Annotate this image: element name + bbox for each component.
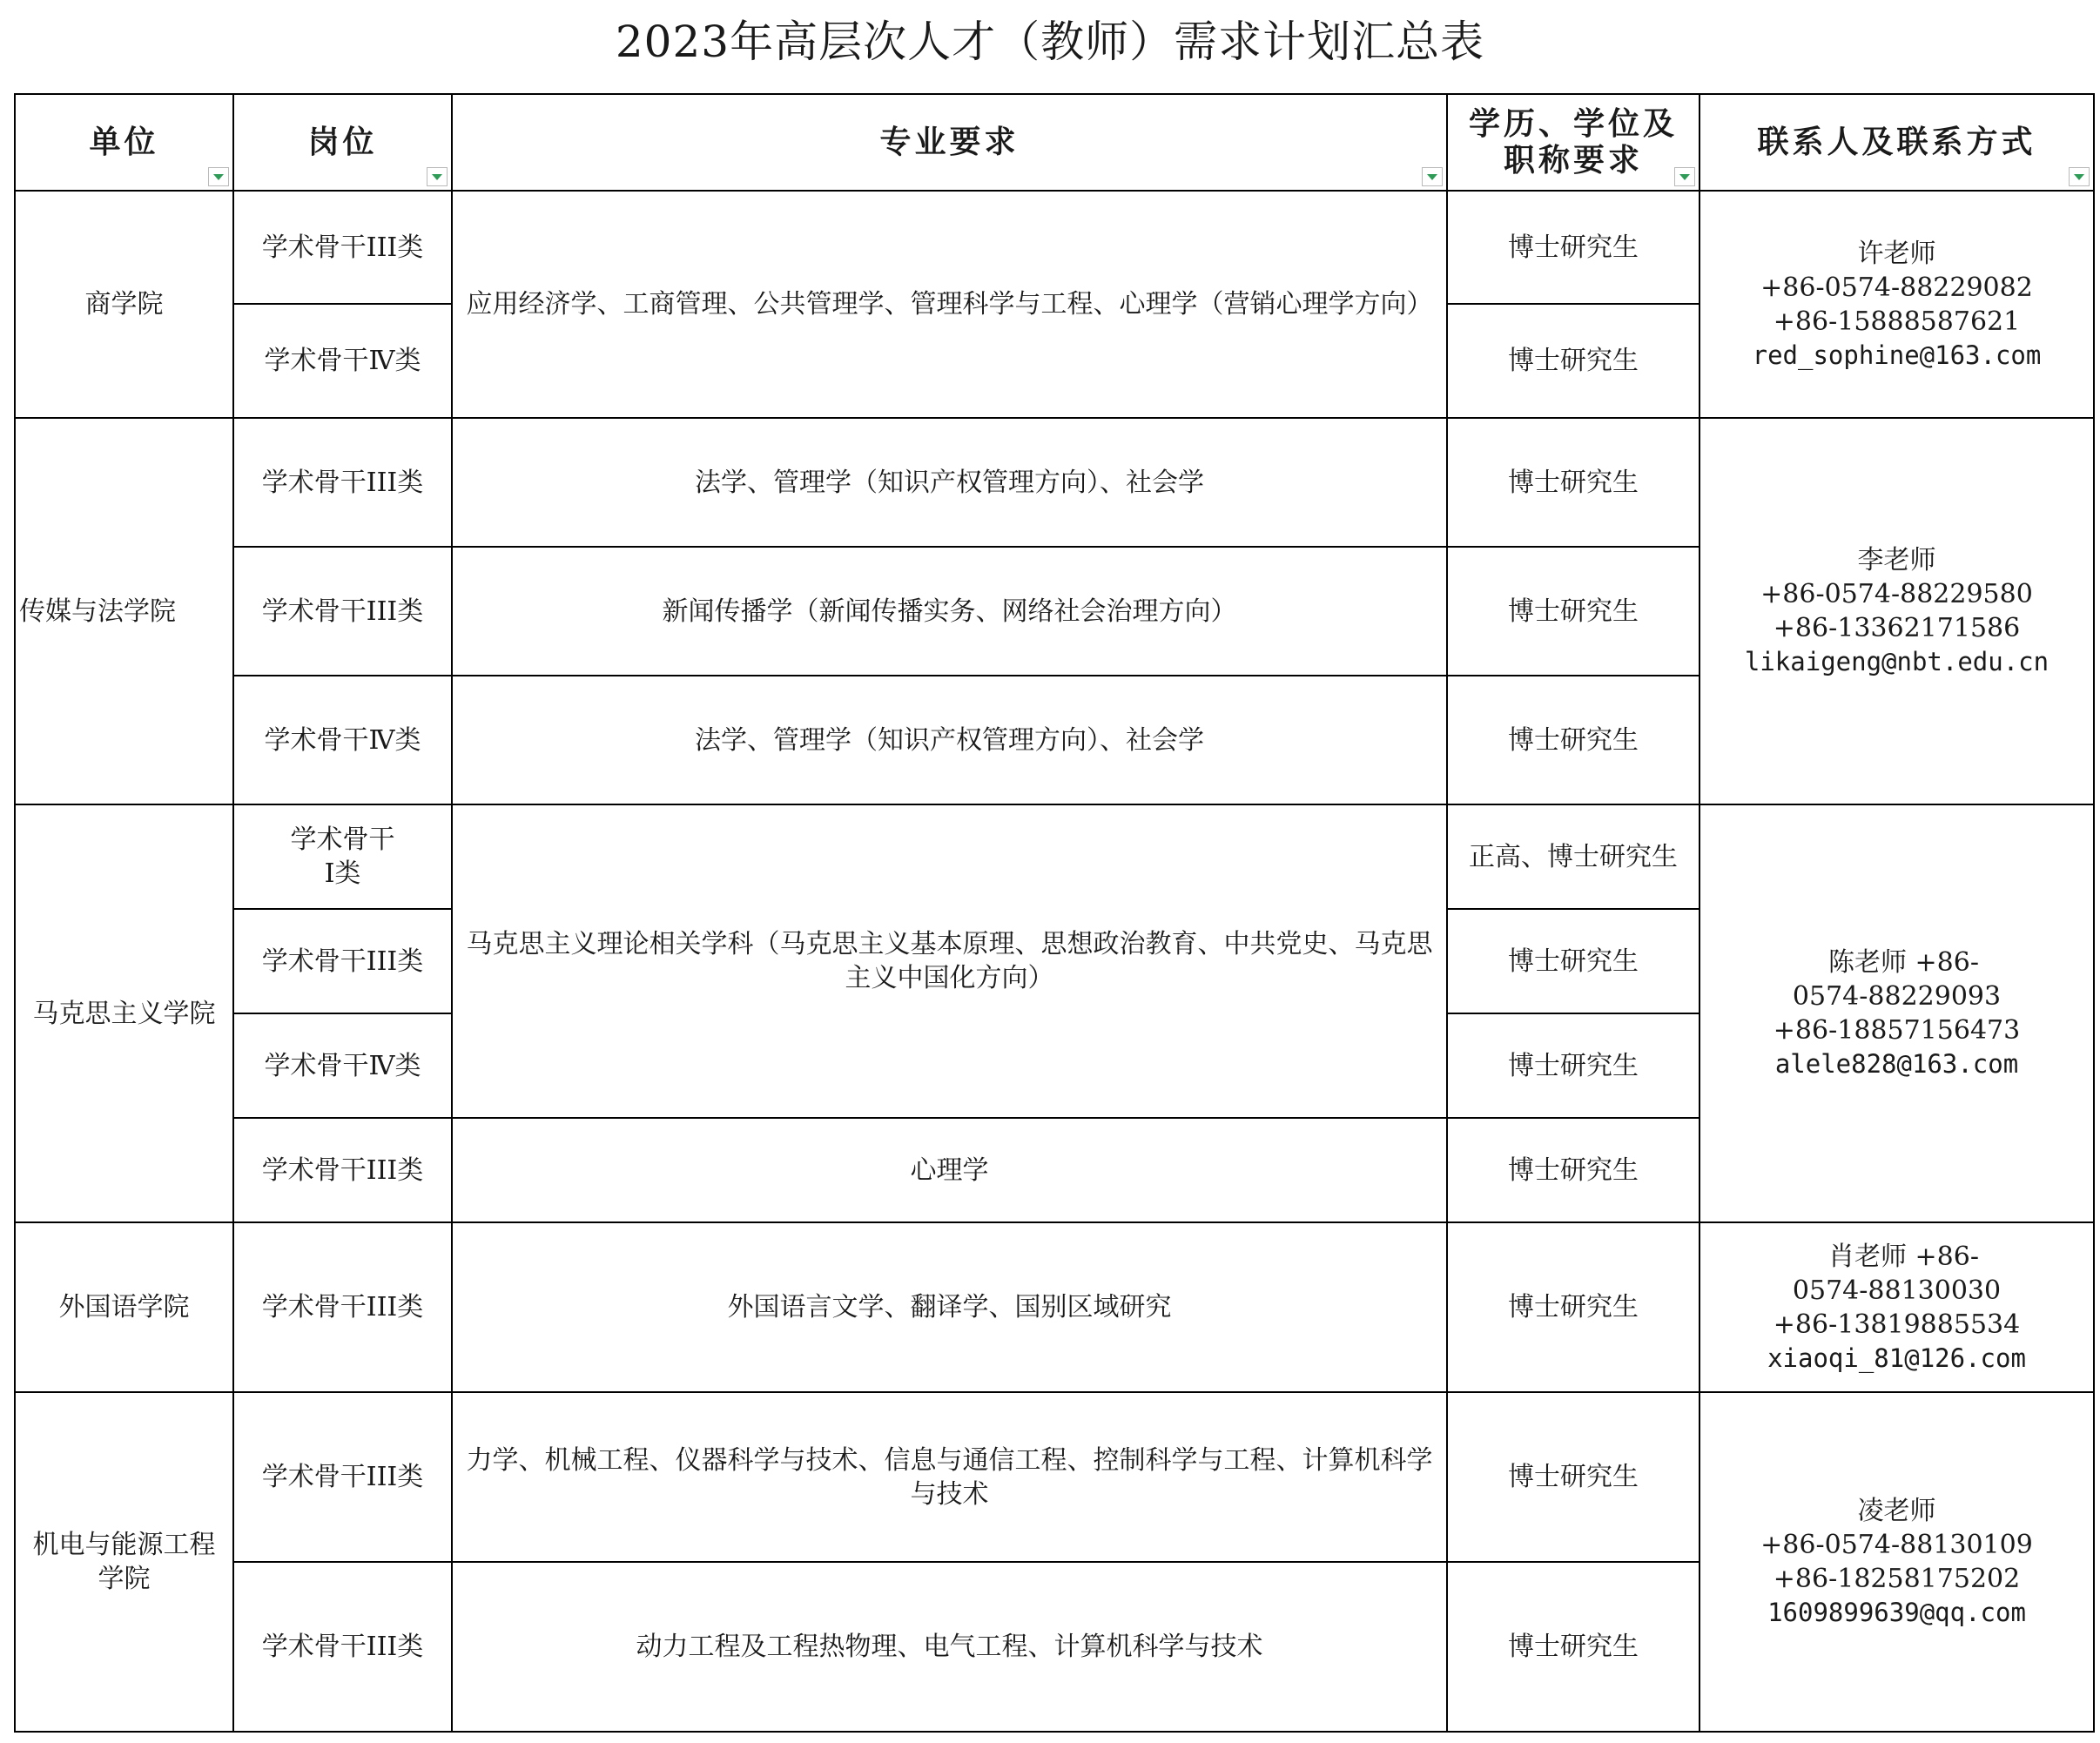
page-title: 2023年高层次人才（教师）需求计划汇总表 — [615, 17, 1485, 67]
major-cell: 马克思主义理论相关学科（马克思主义基本原理、思想政治教育、中共党史、马克思主义中国化方向） — [452, 804, 1447, 1118]
contact-phone: +86-0574-88229082 — [1760, 272, 2033, 303]
degree-cell: 博士研究生 — [1447, 1392, 1700, 1562]
header-contact-label: 联系人及联系方式 — [1757, 124, 2036, 160]
header-major — [452, 94, 1447, 191]
contact-name: 李老师 — [1857, 545, 1936, 575]
contact-phone: +86-0574-88229580 — [1760, 579, 2033, 609]
unit-label-line2: 学院 — [98, 1564, 151, 1594]
filter-dropdown-icon[interactable] — [427, 167, 448, 186]
degree-cell: 博士研究生 — [1447, 1222, 1700, 1392]
contact-phone: 0574-88229093 — [1792, 981, 2002, 1012]
contact-phone-prefix: +86- — [1915, 947, 1979, 978]
header-degree — [1447, 94, 1700, 191]
major-cell: 心理学 — [452, 1118, 1447, 1222]
position-cell: 学术骨干III类 — [233, 191, 452, 304]
table-row — [15, 1392, 2094, 1562]
demand-plan-table — [14, 93, 2095, 1733]
position-cell — [233, 804, 452, 909]
major-cell: 法学、管理学（知识产权管理方向）、社会学 — [452, 418, 1447, 547]
position-cell: 学术骨干III类 — [233, 1392, 452, 1562]
major-cell: 动力工程及工程热物理、电气工程、计算机科学与技术 — [452, 1562, 1447, 1732]
position-cell: 学术骨干Ⅳ类 — [233, 304, 452, 418]
filter-dropdown-icon[interactable] — [208, 167, 229, 186]
header-degree-label-line2: 职称要求 — [1503, 142, 1643, 178]
unit-cell — [15, 1392, 233, 1732]
header-row — [15, 94, 2094, 191]
degree-cell: 博士研究生 — [1447, 191, 1700, 304]
unit-cell: 商学院 — [15, 191, 233, 418]
table-row — [15, 804, 2094, 909]
contact-email: 1609899639@qq.com — [1767, 1598, 2026, 1627]
contact-name: 凌老师 — [1857, 1496, 1936, 1526]
position-cell: 学术骨干III类 — [233, 909, 452, 1013]
degree-cell: 博士研究生 — [1447, 676, 1700, 804]
degree-cell: 博士研究生 — [1447, 418, 1700, 547]
position-label-line2: Ⅰ类 — [324, 858, 361, 889]
degree-cell: 正高、博士研究生 — [1447, 804, 1700, 909]
contact-mobile: +86-15888587621 — [1773, 306, 2021, 337]
contact-cell — [1700, 1222, 2094, 1392]
unit-cell: 传媒与法学院 — [15, 418, 233, 804]
header-major-label: 专业要求 — [879, 124, 1020, 160]
table-row — [15, 418, 2094, 547]
table-row — [15, 191, 2094, 304]
position-cell: 学术骨干III类 — [233, 547, 452, 676]
unit-cell: 外国语学院 — [15, 1222, 233, 1392]
contact-cell — [1700, 191, 2094, 418]
contact-mobile: +86-18258175202 — [1773, 1564, 2021, 1594]
position-label-line1: 学术骨干 — [290, 824, 395, 855]
filter-dropdown-icon[interactable] — [2069, 167, 2090, 186]
filter-dropdown-icon[interactable] — [1674, 167, 1695, 186]
header-degree-label-line1: 学历、学位及 — [1468, 105, 1678, 142]
degree-cell: 博士研究生 — [1447, 909, 1700, 1013]
contact-cell — [1700, 418, 2094, 804]
header-unit — [15, 94, 233, 191]
table-row — [15, 1222, 2094, 1392]
position-cell: 学术骨干III类 — [233, 1562, 452, 1732]
contact-name-row — [1707, 1240, 2086, 1274]
position-cell: 学术骨干Ⅳ类 — [233, 676, 452, 804]
degree-cell: 博士研究生 — [1447, 304, 1700, 418]
contact-email: alele828@163.com — [1774, 1049, 2019, 1079]
contact-mobile: +86-18857156473 — [1773, 1015, 2021, 1046]
contact-phone: +86-0574-88130109 — [1760, 1530, 2033, 1560]
position-cell: 学术骨干III类 — [233, 418, 452, 547]
contact-name: 肖老师 — [1828, 1241, 1907, 1272]
position-cell: 学术骨干Ⅳ类 — [233, 1013, 452, 1118]
major-cell: 外国语言文学、翻译学、国别区域研究 — [452, 1222, 1447, 1392]
position-cell: 学术骨干III类 — [233, 1222, 452, 1392]
header-unit-label: 单位 — [89, 124, 159, 160]
major-cell: 力学、机械工程、仪器科学与技术、信息与通信工程、控制科学与工程、计算机科学与技术 — [452, 1392, 1447, 1562]
major-cell: 新闻传播学（新闻传播实务、网络社会治理方向） — [452, 547, 1447, 676]
contact-email: red_sophine@163.com — [1752, 340, 2042, 370]
unit-label-line1: 机电与能源工程 — [32, 1530, 216, 1560]
degree-cell: 博士研究生 — [1447, 547, 1700, 676]
degree-cell: 博士研究生 — [1447, 1118, 1700, 1222]
header-position-label: 岗位 — [307, 124, 378, 160]
header-contact — [1700, 94, 2094, 191]
filter-dropdown-icon[interactable] — [1422, 167, 1443, 186]
position-cell: 学术骨干III类 — [233, 1118, 452, 1222]
header-position — [233, 94, 452, 191]
contact-mobile: +86-13362171586 — [1773, 613, 2021, 643]
degree-cell: 博士研究生 — [1447, 1013, 1700, 1118]
unit-cell: 马克思主义学院 — [15, 804, 233, 1222]
major-cell: 应用经济学、工商管理、公共管理学、管理科学与工程、心理学（营销心理学方向） — [452, 191, 1447, 418]
major-cell: 法学、管理学（知识产权管理方向）、社会学 — [452, 676, 1447, 804]
contact-name: 陈老师 — [1828, 947, 1907, 978]
contact-cell — [1700, 804, 2094, 1222]
degree-cell: 博士研究生 — [1447, 1562, 1700, 1732]
contact-name-row — [1707, 946, 2086, 979]
contact-email: xiaoqi_81@126.com — [1767, 1343, 2026, 1373]
contact-phone: 0574-88130030 — [1792, 1275, 2002, 1306]
contact-name: 许老师 — [1857, 238, 1936, 269]
contact-mobile: +86-13819885534 — [1773, 1309, 2021, 1340]
contact-phone-prefix: +86- — [1915, 1241, 1979, 1272]
contact-cell — [1700, 1392, 2094, 1732]
contact-email: likaigeng@nbt.edu.cn — [1744, 647, 2050, 676]
